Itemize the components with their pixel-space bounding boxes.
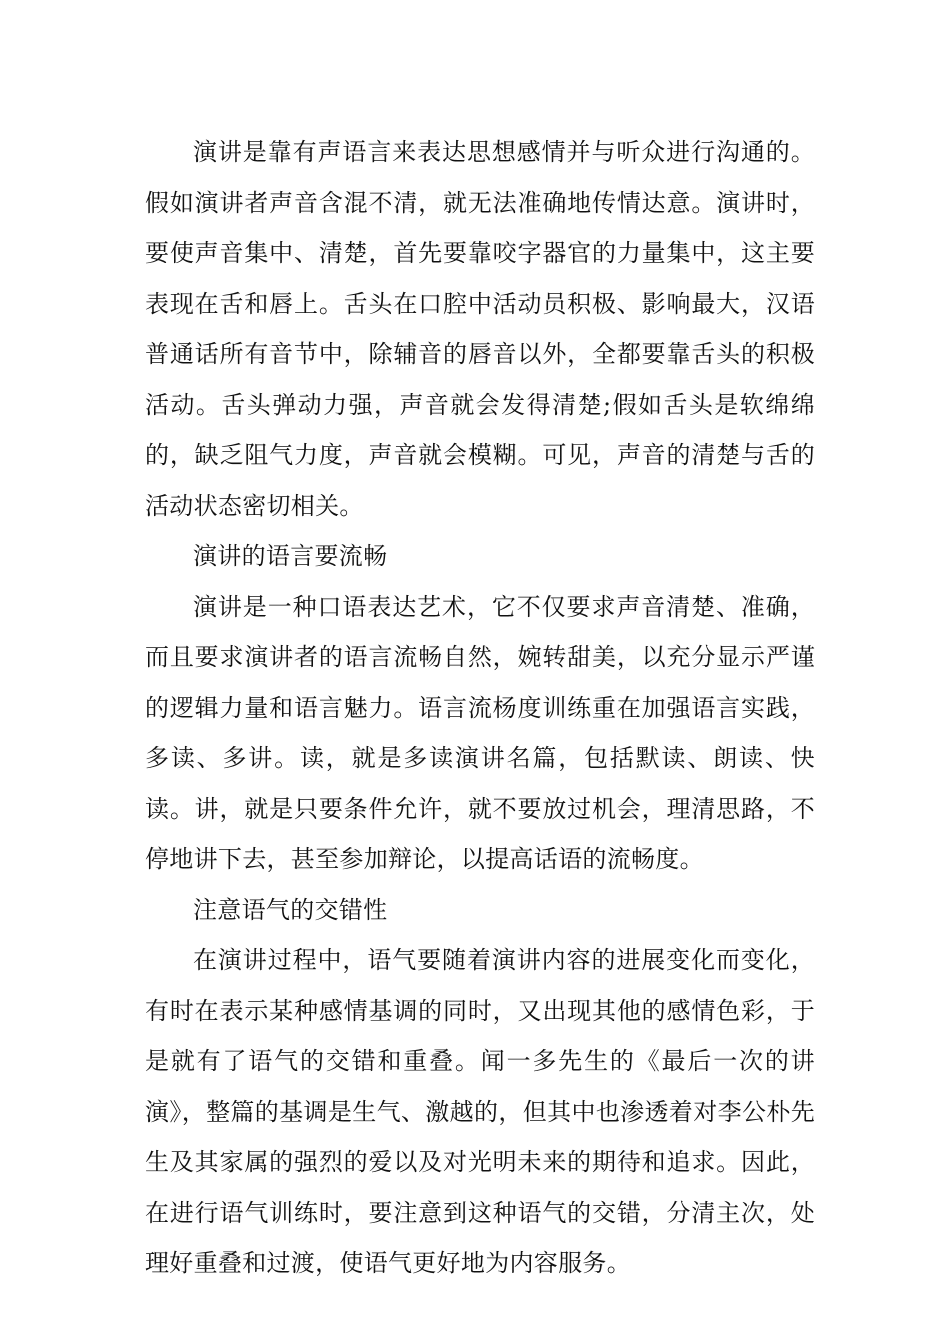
heading-tone-alternation: 注意语气的交错性 xyxy=(193,895,388,924)
heading-fluent-language: 演讲的语言要流畅 xyxy=(193,542,388,570)
paragraph-voice-clarity: 演讲是靠有声语言来表达思想感情并与听众进行沟通的。假如演讲者声音含混不清，就无法准确地传情达意。演讲时，要使声音集中、清楚，首先要靠咬字器官的力量集中，这主要表现在舌和唇上。舌头在口腔中活动员积极、影响最大，汉语普通话所有音节中，除辅音的唇音以外，全都要靠舌头的积极活动。舌头弹动力强，声音就会发得清楚;假如舌头是软绵绵的，缺乏阻气力度，声音就会模糊。可见，声音的清楚与舌的活动状态密切相关。 xyxy=(145,138,815,520)
document-page xyxy=(145,127,815,1289)
paragraph-tone: 在演讲过程中，语气要随着演讲内容的进展变化而变化，有时在表示某种感情基调的同时，又出现其他的感情色彩，于是就有了语气的交错和重叠。闻一多先生的《最后一次的讲演》，整篇的基调是生气、激越的，但其中也渗透着对李公朴先生及其家属的强烈的爱以及对光明未来的期待和追求。因此，在进行语气训练时，要注意到这种语气的交错，分清主次，处理好重叠和过渡，使语气更好地为内容服务。 xyxy=(145,946,815,1277)
paragraph-fluency: 演讲是一种口语表达艺术，它不仅要求声音清楚、准确，而且要求演讲者的语言流畅自然，婉转甜美，以充分显示严谨的逻辑力量和语言魅力。语言流杨度训练重在加强语言实践，多读、多讲。读，就是多读演讲名篇，包括默读、朗读、快读。讲，就是只要条件允许，就不要放过机会，理清思路，不停地讲下去，甚至参加辩论，以提高话语的流畅度。 xyxy=(145,592,815,873)
